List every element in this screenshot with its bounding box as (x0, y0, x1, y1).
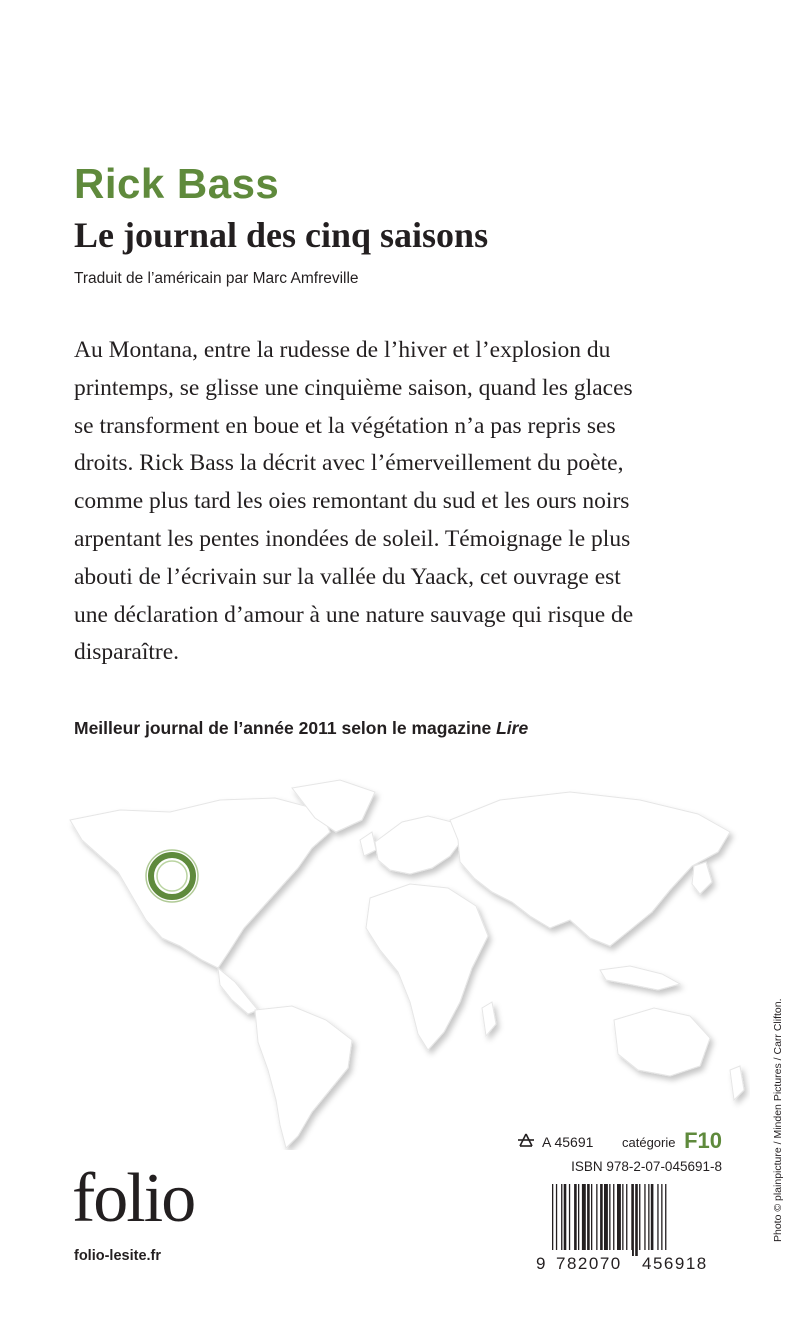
barcode-bar (582, 1184, 586, 1256)
barcode-bar (564, 1184, 567, 1256)
category-code: F10 (684, 1128, 722, 1153)
barcode-bar (639, 1184, 640, 1256)
translator-credit: Traduit de l’américain par Marc Amfreville (74, 270, 359, 287)
book-title: Le journal des cinq saisons (74, 215, 489, 255)
book-category-icon (516, 1132, 536, 1150)
barcode-bars (552, 1184, 666, 1256)
isbn: ISBN 978-2-07-045691-8 (571, 1159, 722, 1174)
blurb-line: comme plus tard les oies remontant du sud et les ours noirs (74, 488, 630, 515)
barcode-bar (556, 1184, 557, 1256)
barcode-first-digit: 9 (536, 1254, 546, 1273)
continent-africa (366, 884, 488, 1050)
barcode (536, 1184, 724, 1274)
barcode-group-right: 456918 (642, 1254, 708, 1273)
award-text: Meilleur journal de l’année 2011 selon le magazine (74, 718, 497, 738)
barcode-group-left: 782070 (556, 1254, 622, 1273)
continent-indonesia (600, 966, 680, 990)
author-name: Rick Bass (74, 160, 280, 207)
barcode-bar (657, 1184, 658, 1256)
blurb-line: se transforment en boue et la végétation n’a pas repris ses (74, 412, 616, 439)
barcode-bar (596, 1184, 597, 1256)
continent-north-america (70, 798, 330, 968)
award-note (74, 718, 528, 739)
barcode-bar (613, 1184, 614, 1256)
blurb-line: printemps, se glisse une cinquième saison, quand les glaces (74, 374, 633, 401)
continent-new-zealand (730, 1066, 744, 1100)
barcode-bar (661, 1184, 662, 1256)
barcode-bar (617, 1184, 621, 1256)
barcode-bar (626, 1184, 627, 1256)
barcode-bar (604, 1184, 608, 1256)
blurb-line: disparaître. (74, 639, 180, 666)
barcode-bar (591, 1184, 592, 1256)
world-map (30, 770, 750, 1150)
blurb-line: Au Montana, entre la rudesse de l’hiver et l’explosion du (74, 337, 611, 363)
blurb-line: arpentant les pentes inondées de soleil. Témoignage le plus (74, 525, 631, 552)
photo-credit: Photo © plainpicture / Minden Pictures / Carr Clifton. (772, 998, 784, 1242)
blurb (74, 332, 724, 672)
barcode-bar (587, 1184, 590, 1256)
continent-australia (614, 1008, 710, 1076)
continent-madagascar (482, 1002, 496, 1036)
continent-asia (450, 792, 730, 946)
award-magazine: Lire (496, 718, 529, 738)
continent-japan (692, 862, 712, 894)
barcode-bar (631, 1184, 634, 1256)
barcode-bar (569, 1184, 570, 1256)
category-label: catégorie (622, 1135, 676, 1150)
barcode-bar (578, 1184, 579, 1256)
edition-number: A 45691 (542, 1134, 594, 1150)
catalog-row (516, 1128, 722, 1156)
barcode-bar (665, 1184, 666, 1256)
barcode-bar (635, 1184, 638, 1256)
continent-south-america (255, 1006, 352, 1148)
barcode-bar (644, 1184, 645, 1256)
barcode-bar (600, 1184, 603, 1256)
barcode-bar (648, 1184, 649, 1256)
continent-uk (360, 832, 376, 856)
publisher-website: folio-lesite.fr (74, 1248, 162, 1264)
blurb-line: une déclaration d’amour à une nature sauvage qui risque de (74, 601, 634, 628)
barcode-bar (561, 1184, 562, 1256)
continent-europe (375, 816, 462, 874)
barcode-bar (552, 1184, 553, 1256)
blurb-line: abouti de l’écrivain sur la vallée du Yaack, cet ouvrage est (74, 563, 621, 590)
barcode-bar (651, 1184, 654, 1256)
barcode-bar (574, 1184, 577, 1256)
folio-logo: folio (72, 1160, 195, 1237)
blurb-line: droits. Rick Bass la décrit avec l’émerveillement du poète, (74, 450, 624, 477)
barcode-bar (622, 1184, 623, 1256)
barcode-bar (609, 1184, 610, 1256)
continent-central-america (218, 968, 258, 1014)
